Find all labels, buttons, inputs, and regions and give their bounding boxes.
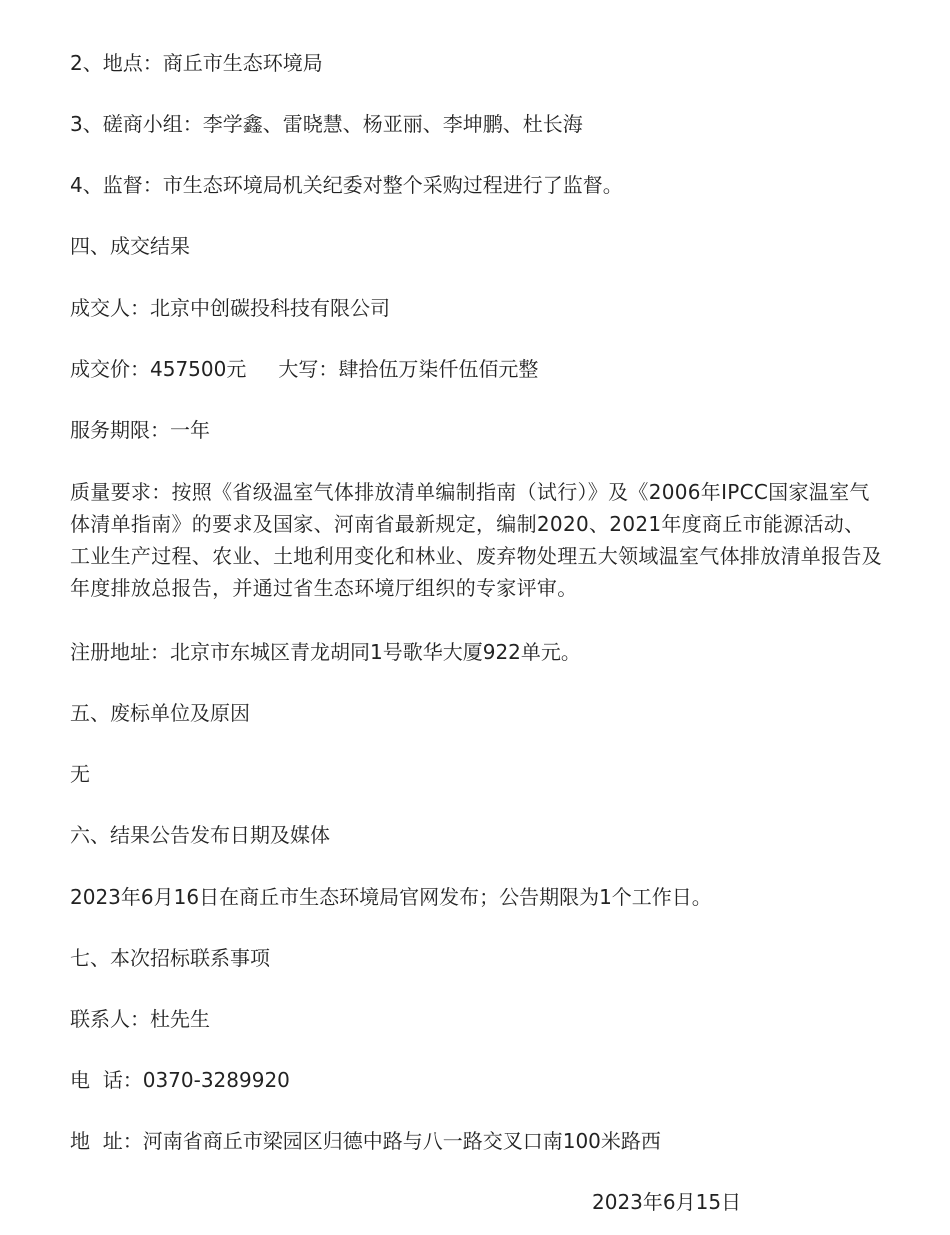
section-heading-void: 五、废标单位及原因 bbox=[70, 701, 250, 725]
quality-requirements: 质量要求：按照《省级温室气体排放清单编制指南（试行）》及《2006年IPCC国家温室气体清单指南》的要求及国家、河南省最新规定，编制2020、2021年度商丘市能源活动、工业生产过程、农业、土地利用变化和林业、废弃物处理五大领域温室气体排放清单报告及年度排放总报告，并通过省生态环境厅组织的专家评审。 bbox=[70, 480, 882, 600]
service-period-line: 服务期限：一年 bbox=[70, 418, 210, 442]
section-heading-publication: 六、结果公告发布日期及媒体 bbox=[70, 823, 330, 847]
contact-person-line: 联系人：杜先生 bbox=[70, 1007, 210, 1031]
section-heading-contact: 七、本次招标联系事项 bbox=[70, 946, 270, 970]
signature-date: 2023年6月15日 bbox=[592, 1190, 742, 1214]
price-capital: 大写：肆拾伍万柒仟伍佰元整 bbox=[278, 357, 539, 381]
section-heading-result: 四、成交结果 bbox=[70, 234, 190, 258]
contact-address-line: 地 址：河南省商丘市梁园区归德中路与八一路交叉口南100米路西 bbox=[70, 1129, 661, 1153]
void-body: 无 bbox=[70, 762, 90, 786]
location-line: 2、地点：商丘市生态环境局 bbox=[70, 51, 323, 75]
phone-line: 电 话：0370-3289920 bbox=[70, 1068, 290, 1092]
winner-line: 成交人：北京中创碳投科技有限公司 bbox=[70, 296, 390, 320]
registered-address-line: 注册地址：北京市东城区青龙胡同1号歌华大厦922单元。 bbox=[70, 640, 581, 664]
publication-body: 2023年6月16日在商丘市生态环境局官网发布；公告期限为1个工作日。 bbox=[70, 885, 712, 909]
panel-line: 3、磋商小组：李学鑫、雷晓慧、杨亚丽、李坤鹏、杜长海 bbox=[70, 112, 583, 136]
price-line bbox=[70, 353, 538, 385]
supervision-line: 4、监督：市生态环境局机关纪委对整个采购过程进行了监督。 bbox=[70, 173, 623, 197]
price-amount: 成交价：457500元 bbox=[70, 357, 247, 381]
